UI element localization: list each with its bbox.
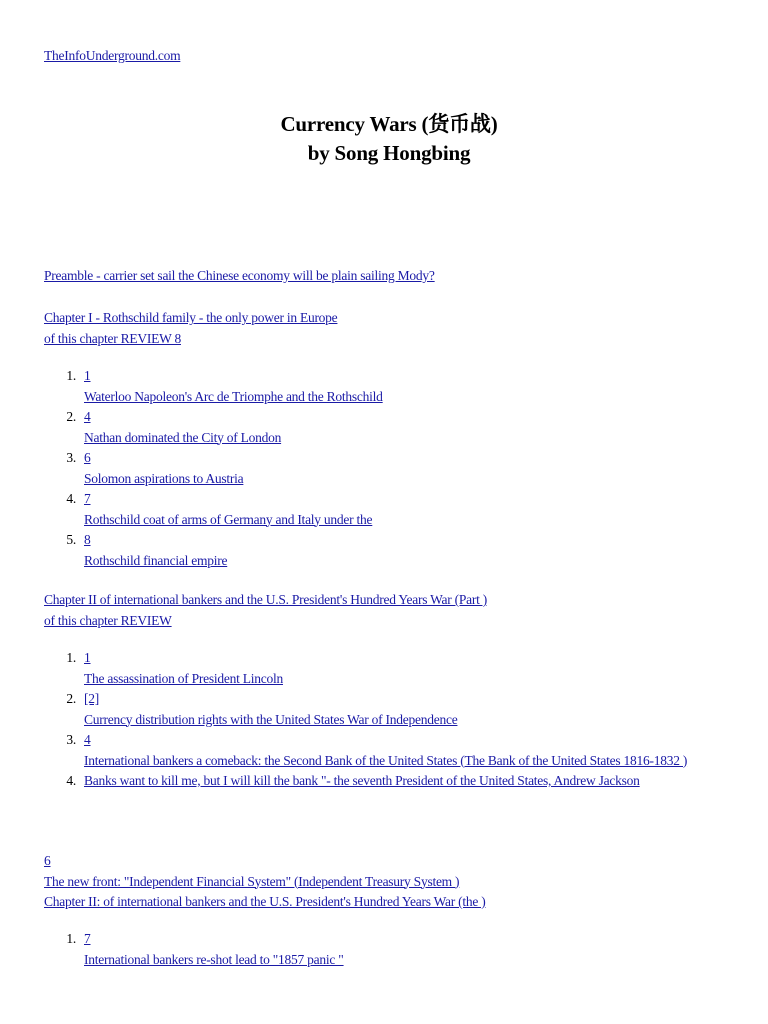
item-link[interactable]: Solomon aspirations to Austria (84, 470, 244, 486)
list-item (44, 530, 383, 571)
item-link[interactable]: The assassination of President Lincoln (84, 670, 283, 686)
item-link[interactable]: Currency distribution rights with the United States War of Independence (84, 711, 458, 727)
list-item (44, 648, 729, 689)
chapter-1-link[interactable]: Chapter I - Rothschild family - the only power in Europe (44, 310, 338, 325)
item-number: 4. (66, 491, 76, 506)
item-link[interactable]: Waterloo Napoleon's Arc de Triomphe and the Rothschild (84, 388, 383, 404)
item-link[interactable]: International bankers a comeback: the Second Bank of the United States (The Bank of the United States 1816-1832 ) (84, 752, 688, 768)
page-link[interactable]: 4 (84, 409, 91, 424)
list-item (44, 689, 729, 730)
item-link[interactable]: Rothschild coat of arms of Germany and Italy under the (84, 511, 373, 527)
page-link[interactable]: 1 (84, 368, 91, 383)
title-line-1: Currency Wars (货币战) (280, 112, 498, 136)
item-link[interactable]: Nathan dominated the City of London (84, 429, 282, 445)
item-number: 1. (66, 368, 76, 383)
chapter-2-review-link[interactable]: of this chapter REVIEW (44, 612, 172, 628)
item-link[interactable]: Banks want to kill me, but I will kill the bank "- the seventh President of the United States, Andrew Jackson (84, 773, 640, 788)
section-link-1[interactable]: The new front: "Independent Financial System" (Independent Treasury System ) (44, 873, 460, 889)
list-item (44, 730, 729, 771)
page-link[interactable]: 7 (84, 491, 91, 506)
list-item (44, 929, 344, 970)
document-title (44, 110, 734, 168)
title-line-2: by Song Hongbing (307, 141, 471, 165)
page-link[interactable]: 1 (84, 650, 91, 665)
chapter-1-review-link[interactable]: of this chapter REVIEW 8 (44, 330, 181, 346)
chapter-2-link[interactable]: Chapter II of international bankers and the U.S. President's Hundred Years War (Part ) (44, 592, 487, 607)
list-item (44, 771, 729, 792)
chapter-2-list (44, 648, 729, 792)
item-number: 1. (66, 931, 76, 946)
item-number: 5. (66, 532, 76, 547)
page-link[interactable]: 6 (84, 450, 91, 465)
item-link[interactable]: Rothschild financial empire (84, 552, 228, 568)
preamble-block (44, 266, 435, 287)
preamble-link[interactable]: Preamble - carrier set sail the Chinese economy will be plain sailing Mody? (44, 268, 435, 283)
section-page-link[interactable]: 6 (44, 853, 51, 868)
item-number: 3. (66, 732, 76, 747)
chapter-1-list (44, 366, 383, 571)
site-link[interactable]: TheInfoUnderground.com (44, 48, 181, 63)
item-number: 2. (66, 691, 76, 706)
page-link[interactable]: 8 (84, 532, 91, 547)
section-block (44, 851, 485, 913)
item-link[interactable]: International bankers re-shot lead to "1857 panic " (84, 951, 344, 967)
chapter-2-header (44, 590, 487, 631)
item-number: 1. (66, 650, 76, 665)
section-link-2[interactable]: Chapter II: of international bankers and the U.S. President's Hundred Years War (the ) (44, 894, 486, 909)
item-number: 3. (66, 450, 76, 465)
page-link[interactable]: 4 (84, 732, 91, 747)
page-link[interactable]: [2] (84, 691, 99, 706)
list-item (44, 448, 383, 489)
section-list (44, 929, 344, 970)
item-number: 4. (66, 773, 76, 788)
page-link[interactable]: 7 (84, 931, 91, 946)
list-item (44, 407, 383, 448)
list-item (44, 366, 383, 407)
list-item (44, 489, 383, 530)
chapter-1-header (44, 308, 337, 349)
item-number: 2. (66, 409, 76, 424)
